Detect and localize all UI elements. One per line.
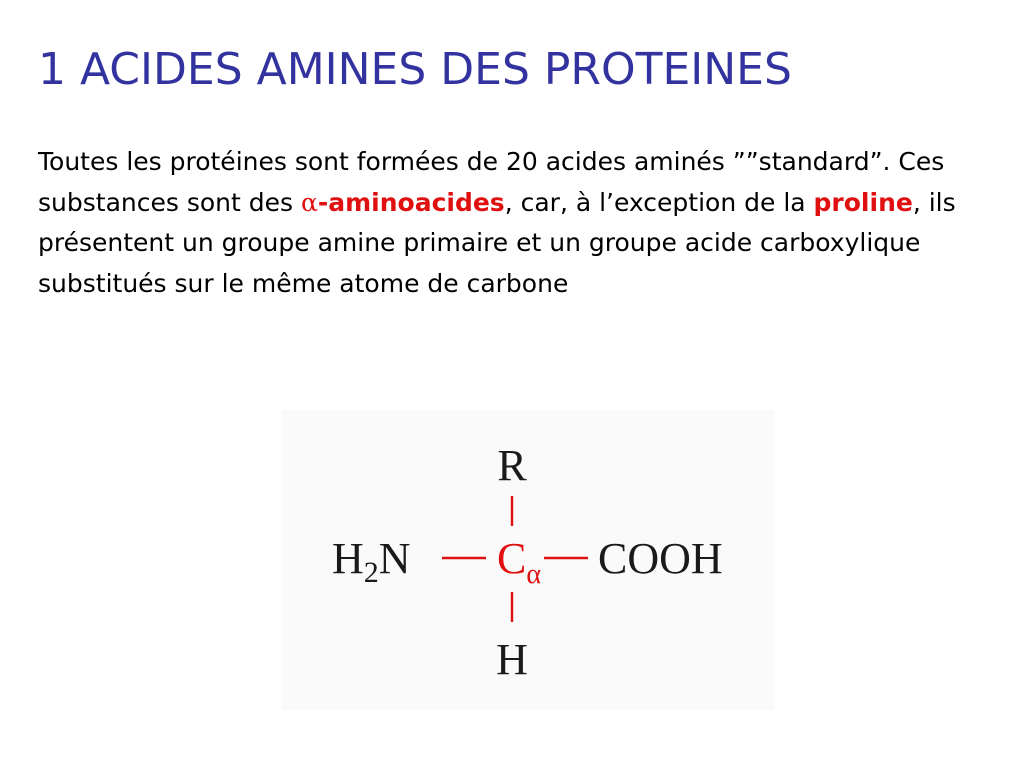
alpha-carbon-label <box>497 534 541 590</box>
alpha-carbon-subscript: α <box>526 559 542 590</box>
amine-n: N <box>378 534 411 583</box>
amino-acid-structure-figure <box>282 410 774 710</box>
aminoacides-label: -aminoacides <box>317 187 505 217</box>
intro-paragraph <box>38 142 998 304</box>
amine-subscript: 2 <box>363 556 379 589</box>
paragraph-text-1: Toutes les protéines sont formées de 20 acides aminés ””standard”. Ces substances sont des <box>38 147 945 217</box>
alpha-aminoacides-term <box>301 188 505 217</box>
carboxyl-group-label: COOH <box>598 534 723 583</box>
paragraph-text-2: , car, à l’exception de la <box>504 187 814 217</box>
amine-h: H <box>332 534 364 583</box>
alpha-symbol: α <box>300 187 318 217</box>
h-group-label: H <box>496 635 528 684</box>
alpha-carbon-c: C <box>497 534 527 583</box>
r-group-label: R <box>497 441 527 490</box>
proline-term: proline <box>813 187 913 217</box>
slide-title: 1 ACIDES AMINES DES PROTEINES <box>38 44 792 95</box>
paragraph-text-3: , ils présentent un groupe amine primaire et un groupe acide carboxylique substitués sur le même atome de carbone <box>38 187 956 298</box>
amine-group-label <box>332 534 411 589</box>
amino-acid-structure-diagram <box>282 410 774 710</box>
